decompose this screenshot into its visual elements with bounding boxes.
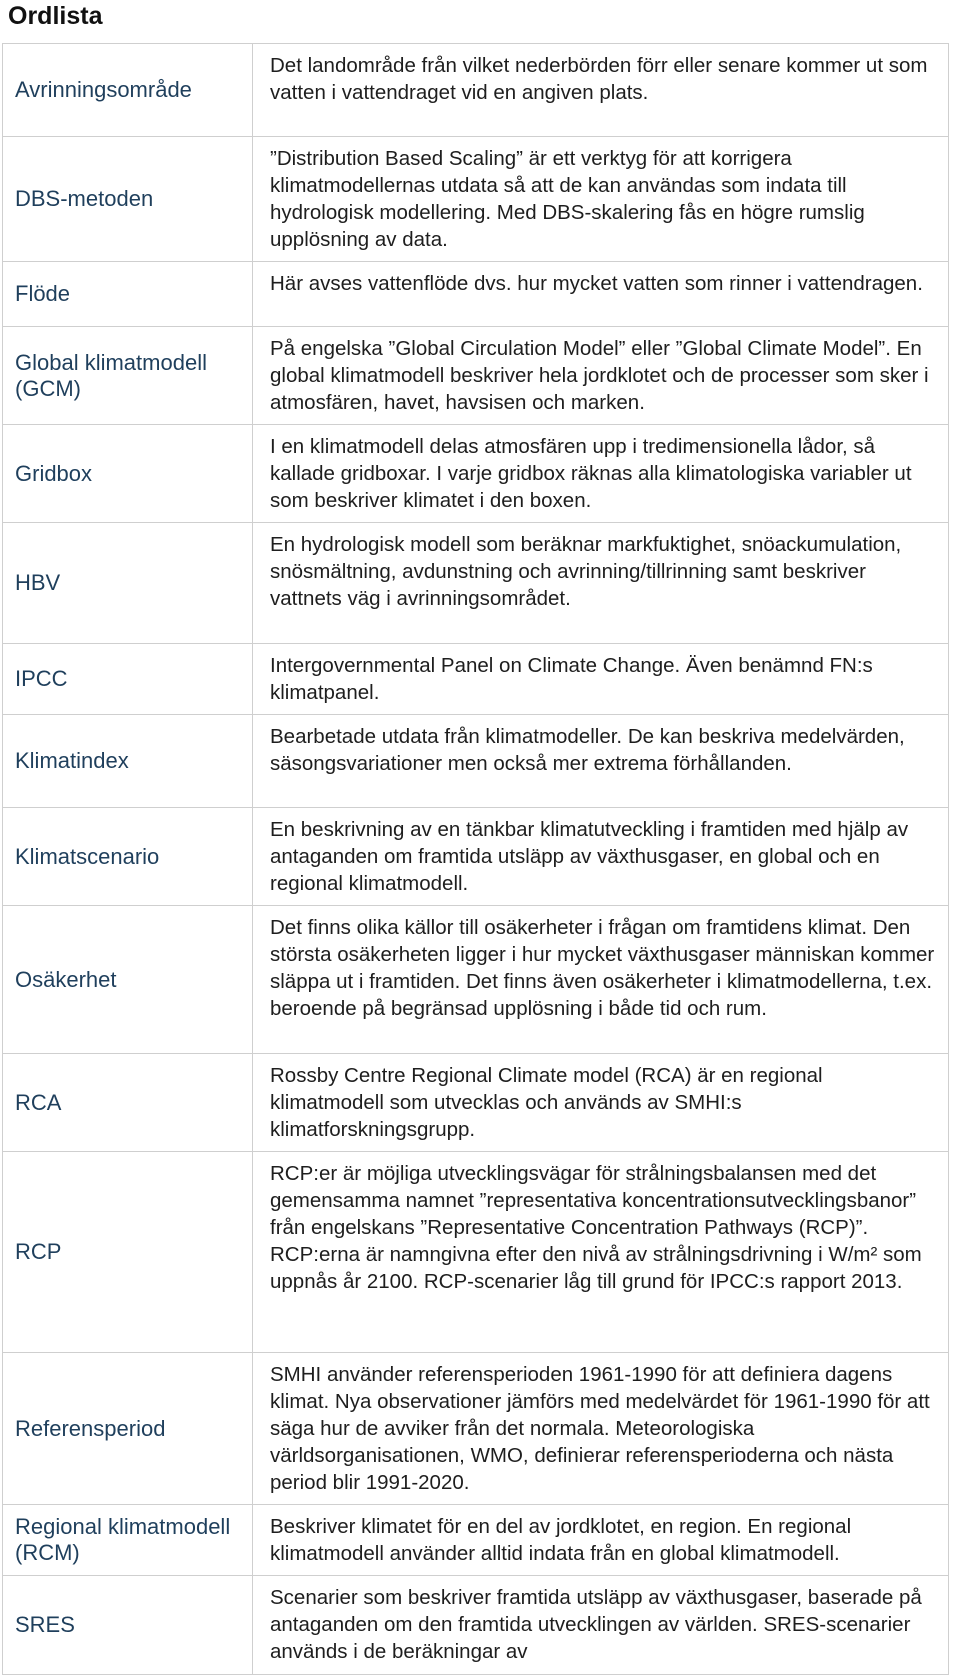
term-cell <box>3 1353 253 1505</box>
glossary-row <box>3 1152 949 1353</box>
term-cell <box>3 262 253 327</box>
term-cell <box>3 137 253 262</box>
glossary-body <box>3 44 949 1675</box>
definition-text: En hydrologisk modell som beräknar markfuktighet, snöackumulation, snösmältning, avdunstning och avrinning/tillrinning samt beskriver vattnets väg i avrinningsområdet. <box>270 533 902 610</box>
term-cell <box>3 44 253 137</box>
term-cell <box>3 1054 253 1152</box>
definition-text: ”Distribution Based Scaling” är ett verktyg för att korrigera klimatmodellernas utdata så att de kan användas som indata till hydrologisk modellering. Med DBS-skalering fås en högre rumslig upplösning av data. <box>270 147 865 251</box>
definition-text: En beskrivning av en tänkbar klimatutveckling i framtiden med hjälp av antaganden om framtida utsläpp av växthusgaser, en global och en regional klimatmodell. <box>270 818 909 895</box>
definition-cell <box>253 523 949 644</box>
definition-cell <box>253 44 949 137</box>
definition-text: Bearbetade utdata från klimatmodeller. De kan beskriva medelvärden, säsongsvariationer men också mer extrema förhållanden. <box>270 725 905 775</box>
glossary-row <box>3 1505 949 1576</box>
term-label: Gridbox <box>15 460 93 486</box>
definition-text: Här avses vattenflöde dvs. hur mycket vatten som rinner i vattendragen. <box>270 272 923 295</box>
glossary-row <box>3 44 949 137</box>
definition-cell <box>253 1505 949 1576</box>
term-label: RCA <box>15 1089 62 1115</box>
term-label: DBS-metoden <box>15 186 154 211</box>
definition-cell <box>253 808 949 906</box>
definition-cell <box>253 715 949 808</box>
definition-cell <box>253 425 949 523</box>
definition-cell <box>253 1152 949 1353</box>
definition-text: SMHI använder referensperioden 1961-1990 för att definiera dagens klimat. Nya observationer jämförs med medelvärdet för 1961-1990 för att säga hur de avviker från det normala. Meteorologiska världsorganisationen, WMO, definierar referensperioderna och nästa period blir 1991-2020. <box>270 1363 930 1494</box>
glossary-row <box>3 715 949 808</box>
definition-text: Intergovernmental Panel on Climate Change. Även benämnd FN:s klimatpanel. <box>270 654 873 704</box>
definition-text: Beskriver klimatet för en del av jordklotet, en region. En regional klimatmodell använder alltid indata från en global klimatmodell. <box>270 1515 852 1565</box>
glossary-row <box>3 327 949 425</box>
term-label: IPCC <box>15 666 68 691</box>
glossary-row <box>3 808 949 906</box>
term-label: HBV <box>15 570 61 595</box>
definition-text: På engelska ”Global Circulation Model” eller ”Global Climate Model”. En global klimatmodell beskriver hela jordklotet och de processer som sker i atmosfären, havet, havsisen och marken. <box>270 337 929 414</box>
glossary-row <box>3 523 949 644</box>
definition-cell <box>253 327 949 425</box>
term-cell <box>3 1576 253 1675</box>
definition-text: I en klimatmodell delas atmosfären upp i tredimensionella lådor, så kallade gridboxar. I varje gridbox räknas alla klimatologiska variabler ut som beskriver klimatet i den boxen. <box>270 435 912 512</box>
definition-cell <box>253 262 949 327</box>
term-label: RCP <box>15 1239 62 1264</box>
term-label: Global klimatmodell (GCM) <box>15 349 207 401</box>
term-cell <box>3 523 253 644</box>
term-cell <box>3 906 253 1054</box>
glossary-row <box>3 1576 949 1675</box>
term-label: Osäkerhet <box>15 966 117 992</box>
glossary-row <box>3 262 949 327</box>
definition-text: RCP:er är möjliga utvecklingsvägar för strålningsbalansen med det gemensamma namnet ”representativa koncentrationsutvecklingsbanor” från engelskans ”Representative Concentration Pathways (RCP)”. RCP:erna är namngivna efter den nivå av strålningsdrivning i W/m² som uppnås år 2100. RCP-scenarier låg till grund för IPCC:s rapport 2013. <box>270 1162 922 1293</box>
glossary-row <box>3 644 949 715</box>
term-cell <box>3 425 253 523</box>
definition-text: Scenarier som beskriver framtida utsläpp av växthusgaser, baserade på antaganden om den framtida utvecklingen av världen. SRES-scenarier används i de beräkningar av <box>270 1586 922 1663</box>
term-label: Regional klimatmodell (RCM) <box>15 1514 231 1565</box>
glossary-row <box>3 1353 949 1505</box>
definition-cell <box>253 906 949 1054</box>
term-label: Referensperiod <box>15 1415 166 1441</box>
term-cell <box>3 1152 253 1353</box>
term-cell <box>3 808 253 906</box>
term-label: Flöde <box>15 281 71 306</box>
glossary-table <box>2 43 949 1675</box>
term-cell <box>3 327 253 425</box>
definition-text: Det finns olika källor till osäkerheter i frågan om framtidens klimat. Den största osäkerheten ligger i hur mycket växthusgaser människan kommer släppa ut i framtiden. Det finns även osäkerheter i klimatmodellerna, t.ex. beroende på begränsad upplösning i både tid och rum. <box>270 916 935 1020</box>
term-label: Avrinningsområde <box>15 77 192 102</box>
page-title: Ordlista <box>8 2 103 30</box>
definition-cell <box>253 1054 949 1152</box>
term-label: Klimatscenario <box>15 843 160 869</box>
definition-cell <box>253 137 949 262</box>
definition-text: Rossby Centre Regional Climate model (RCA) är en regional klimatmodell som utvecklas och används av SMHI:s klimatforskningsgrupp. <box>270 1064 823 1141</box>
term-cell <box>3 715 253 808</box>
glossary-row <box>3 906 949 1054</box>
glossary-row <box>3 137 949 262</box>
term-label: SRES <box>15 1612 75 1637</box>
definition-cell <box>253 644 949 715</box>
term-cell <box>3 1505 253 1576</box>
glossary-row <box>3 425 949 523</box>
definition-text: Det landområde från vilket nederbörden förr eller senare kommer ut som vatten i vattendraget vid en angiven plats. <box>270 54 928 104</box>
term-label: Klimatindex <box>15 748 129 773</box>
term-cell <box>3 644 253 715</box>
definition-cell <box>253 1576 949 1675</box>
glossary-row <box>3 1054 949 1152</box>
definition-cell <box>253 1353 949 1505</box>
